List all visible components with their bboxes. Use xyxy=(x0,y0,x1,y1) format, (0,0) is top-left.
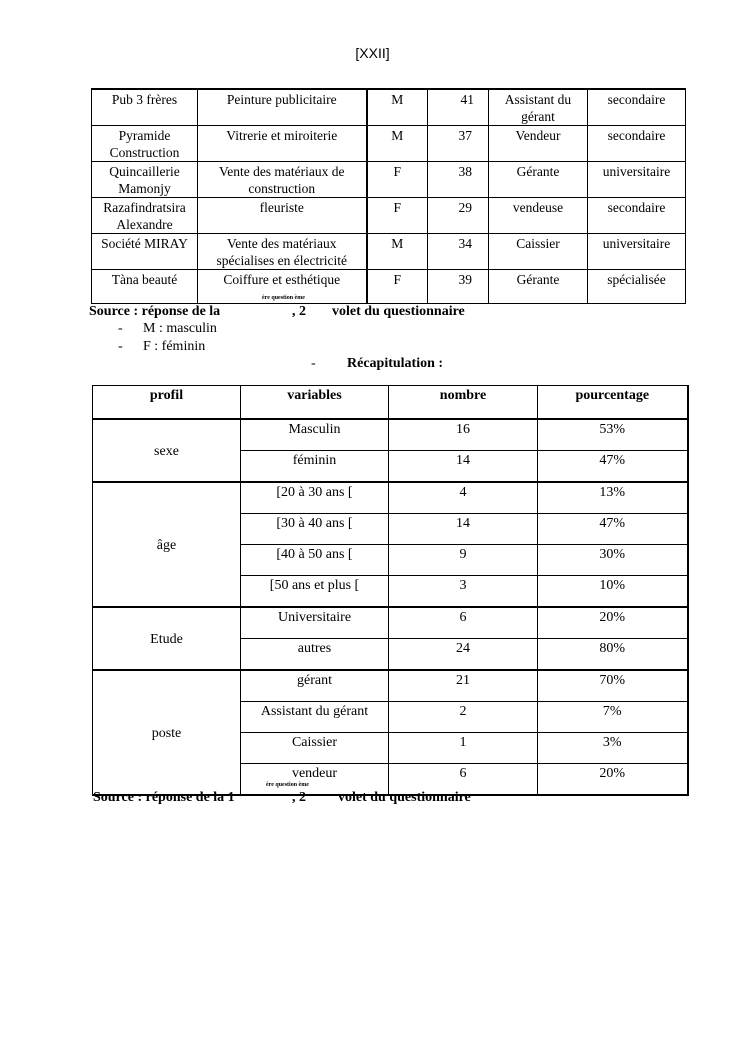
sex-cell: M xyxy=(367,126,428,162)
activity-cell: Vente des matériaux spécialises en électricité xyxy=(198,234,367,270)
education-cell: universitaire xyxy=(588,162,686,198)
table-row xyxy=(93,419,688,451)
sex-cell: M xyxy=(367,89,428,126)
table-row xyxy=(92,162,686,198)
table-row xyxy=(93,670,688,702)
header-pourcentage: pourcentage xyxy=(538,386,688,420)
variable-cell: [50 ans et plus [ xyxy=(241,576,389,608)
sex-cell: F xyxy=(367,198,428,234)
variable-cell: Caissier xyxy=(241,733,389,764)
count-cell: 6 xyxy=(389,607,538,639)
activity-cell: Vitrerie et miroiterie xyxy=(198,126,367,162)
count-cell: 3 xyxy=(389,576,538,608)
variable-cell: Masculin xyxy=(241,419,389,451)
age-cell: 39 xyxy=(428,270,489,304)
count-cell: 21 xyxy=(389,670,538,702)
header-nombre: nombre xyxy=(389,386,538,420)
percent-cell: 7% xyxy=(538,702,688,733)
table-row xyxy=(92,89,686,126)
age-cell: 41 xyxy=(428,89,489,126)
variable-cell: Assistant du gérant xyxy=(241,702,389,733)
sex-cell: F xyxy=(367,270,428,304)
source-superscript-2: ère question ème xyxy=(266,782,309,788)
count-cell: 6 xyxy=(389,764,538,796)
header-variables: variables xyxy=(241,386,389,420)
variable-cell: autres xyxy=(241,639,389,671)
source-superscript-1: ère question ème xyxy=(262,295,305,301)
legend-text: F : féminin xyxy=(143,339,206,354)
variable-cell: [40 à 50 ans [ xyxy=(241,545,389,576)
count-cell: 2 xyxy=(389,702,538,733)
sex-cell: F xyxy=(367,162,428,198)
company-cell: Pyramide Construction xyxy=(92,126,198,162)
age-cell: 34 xyxy=(428,234,489,270)
activity-cell: Coiffure et esthétique xyxy=(198,270,367,304)
source-prefix: Source : réponse de la xyxy=(89,304,221,319)
company-cell: Société MIRAY xyxy=(92,234,198,270)
education-cell: spécialisée xyxy=(588,270,686,304)
page-number: [XXII] xyxy=(355,45,390,61)
education-cell: universitaire xyxy=(588,234,686,270)
table-row xyxy=(92,270,686,304)
recap-title: Récapitulation : xyxy=(347,356,444,371)
count-cell: 24 xyxy=(389,639,538,671)
legend-text: M : masculin xyxy=(143,321,217,336)
variable-cell: [20 à 30 ans [ xyxy=(241,482,389,514)
percent-cell: 70% xyxy=(538,670,688,702)
company-cell: Razafindratsira Alexandre xyxy=(92,198,198,234)
count-cell: 9 xyxy=(389,545,538,576)
education-cell: secondaire xyxy=(588,198,686,234)
table-row xyxy=(92,198,686,234)
activity-cell: Vente des matériaux de construction xyxy=(198,162,367,198)
percent-cell: 30% xyxy=(538,545,688,576)
sex-cell: M xyxy=(367,234,428,270)
percent-cell: 20% xyxy=(538,764,688,796)
percent-cell: 80% xyxy=(538,639,688,671)
legend-item-f xyxy=(118,339,205,355)
position-cell: Gérante xyxy=(489,270,588,304)
percent-cell: 13% xyxy=(538,482,688,514)
percent-cell: 47% xyxy=(538,451,688,483)
activity-cell: Peinture publicitaire xyxy=(198,89,367,126)
percent-cell: 10% xyxy=(538,576,688,608)
position-cell: Assistant du gérant xyxy=(489,89,588,126)
variable-cell: vendeur xyxy=(241,764,389,796)
count-cell: 4 xyxy=(389,482,538,514)
header-profil: profil xyxy=(93,386,241,420)
position-cell: vendeuse xyxy=(489,198,588,234)
table-row xyxy=(92,234,686,270)
education-cell: secondaire xyxy=(588,89,686,126)
company-cell: Tàna beauté xyxy=(92,270,198,304)
company-cell: Pub 3 frères xyxy=(92,89,198,126)
position-cell: Vendeur xyxy=(489,126,588,162)
position-cell: Gérante xyxy=(489,162,588,198)
variable-cell: [30 à 40 ans [ xyxy=(241,514,389,545)
source-suffix: volet du questionnaire xyxy=(332,304,465,319)
table-row xyxy=(92,126,686,162)
table-row xyxy=(93,482,688,514)
count-cell: 1 xyxy=(389,733,538,764)
legend-dash: - xyxy=(118,339,123,354)
source-middle: , 2 xyxy=(292,790,306,805)
profile-cell: âge xyxy=(93,482,241,607)
activity-cell: fleuriste xyxy=(198,198,367,234)
summary-table xyxy=(92,385,689,796)
count-cell: 16 xyxy=(389,419,538,451)
recap-dash: - xyxy=(311,356,316,371)
count-cell: 14 xyxy=(389,451,538,483)
age-cell: 29 xyxy=(428,198,489,234)
percent-cell: 47% xyxy=(538,514,688,545)
profile-cell: poste xyxy=(93,670,241,795)
table-row xyxy=(93,607,688,639)
variable-cell: féminin xyxy=(241,451,389,483)
age-cell: 38 xyxy=(428,162,489,198)
source-middle: , 2 xyxy=(292,304,306,319)
variable-cell: gérant xyxy=(241,670,389,702)
position-cell: Caissier xyxy=(489,234,588,270)
percent-cell: 53% xyxy=(538,419,688,451)
source-prefix: Source : réponse de la 1 xyxy=(93,790,235,805)
percent-cell: 3% xyxy=(538,733,688,764)
percent-cell: 20% xyxy=(538,607,688,639)
company-cell: Quincaillerie Mamonjy xyxy=(92,162,198,198)
employees-table xyxy=(91,88,686,304)
profile-cell: Etude xyxy=(93,607,241,670)
source-suffix: volet du questionnaire xyxy=(338,790,471,805)
count-cell: 14 xyxy=(389,514,538,545)
profile-cell: sexe xyxy=(93,419,241,482)
variable-cell: Universitaire xyxy=(241,607,389,639)
legend-item-m xyxy=(118,321,217,337)
legend-dash: - xyxy=(118,321,123,336)
age-cell: 37 xyxy=(428,126,489,162)
education-cell: secondaire xyxy=(588,126,686,162)
